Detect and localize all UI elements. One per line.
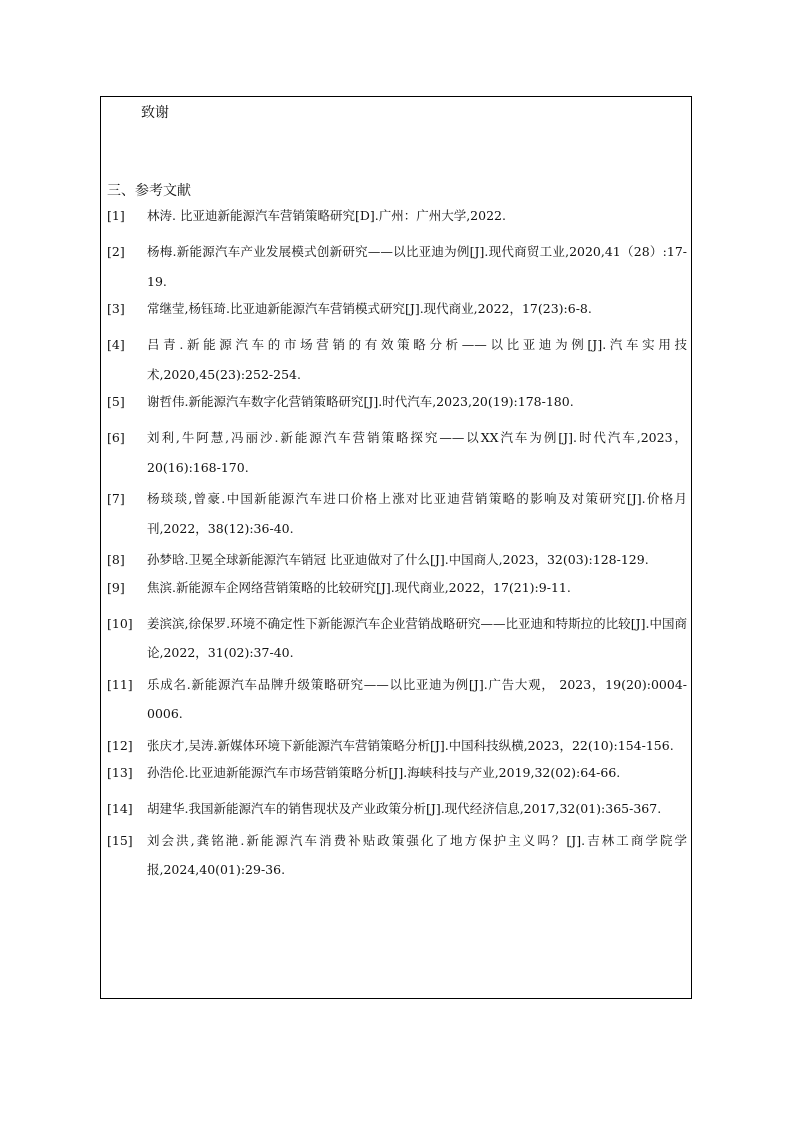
reference-number: [4] [107,337,125,352]
reference-number: [6] [107,430,125,445]
reference-text: 谢哲伟.新能源汽车数字化营销策略研究[J].时代汽车,2023,20(19):178-180. [147,394,574,409]
reference-text: 孙浩伦.比亚迪新能源汽车市场营销策略分析[J].海峡科技与产业,2019,32(02):64-66. [147,765,621,780]
reference-item [107,731,687,761]
reference-number: [3] [107,301,125,316]
reference-text: 焦滨.新能源车企网络营销策略的比较研究[J].现代商业,2022，17(21):9-11. [147,579,571,595]
reference-number: [12] [107,737,133,753]
reference-text: 杨梅.新能源汽车产业发展模式创新研究——以比亚迪为例[J].现代商贸工业,2020,41（28）:17-19. [147,244,687,289]
reference-item [107,423,687,482]
reference-list [107,205,687,887]
reference-item [107,577,687,598]
reference-text: 刘利,牛阿慧,冯丽沙.新能源汽车营销策略探究——以XX汽车为例[J].时代汽车,2023，20(16):168-170. [147,430,687,475]
reference-number: [1] [107,208,125,223]
reference-text: 张庆才,吴涛.新媒体环境下新能源汽车营销策略分析[J].中国科技纵横,2023，22(10):154-156. [147,737,674,753]
reference-number: [2] [107,244,125,259]
reference-text: 林涛. 比亚迪新能源汽车营销策略研究[D].广州：广州大学,2022. [147,208,506,223]
reference-number: [13] [107,765,133,780]
reference-text: 胡建华.我国新能源汽车的销售现状及产业政策分析[J].现代经济信息,2017,32(01):365-367. [147,801,662,816]
acknowledgement-heading: 致谢 [141,105,169,121]
references-heading: 三、参考文献 [107,183,191,199]
reference-item [107,484,687,543]
reference-item [107,826,687,885]
reference-item [107,330,687,389]
reference-item [107,205,687,226]
reference-item [107,237,687,296]
reference-text: 乐成名.新能源汽车品牌升级策略研究——以比亚迪为例[J].广告大观， 2023，19(20):0004-0006. [147,676,687,721]
reference-number: [9] [107,579,125,595]
reference-text: 孙梦晗.卫冕全球新能源汽车销冠 比亚迪做对了什么[J].中国商人,2023，32(03):128-129. [147,552,649,567]
reference-item [107,762,687,783]
reference-item [107,670,687,729]
reference-text: 常继莹,杨钰琦.比亚迪新能源汽车营销模式研究[J].现代商业,2022，17(23):6-8. [147,301,592,316]
reference-text: 吕青.新能源汽车的市场营销的有效策略分析——以比亚迪为例[J].汽车实用技术,2020,45(23):252-254. [147,337,687,382]
content-frame [100,96,692,999]
reference-item [107,794,687,824]
reference-number: [8] [107,552,125,567]
reference-number: [14] [107,801,133,816]
reference-number: [15] [107,832,133,848]
reference-number: [11] [107,676,133,692]
reference-text: 杨琰琰,曾豪.中国新能源汽车进口价格上涨对比亚迪营销策略的影响及对策研究[J].价格月刊,2022，38(12):36-40. [147,491,687,536]
reference-text: 刘会洪,龚铭滟.新能源汽车消费补贴政策强化了地方保护主义吗？[J].吉林工商学院学报,2024,40(01):29-36. [147,832,687,877]
reference-number: [5] [107,394,125,409]
reference-text: 姜滨滨,徐保罗.环境不确定性下新能源汽车企业营销战略研究——比亚迪和特斯拉的比较[J].中国商论,2022，31(02):37-40. [147,615,687,660]
reference-number: [7] [107,491,125,506]
reference-item [107,298,687,319]
reference-item [107,609,687,668]
reference-item [107,545,687,575]
reference-item [107,391,687,412]
reference-number: [10] [107,615,133,631]
